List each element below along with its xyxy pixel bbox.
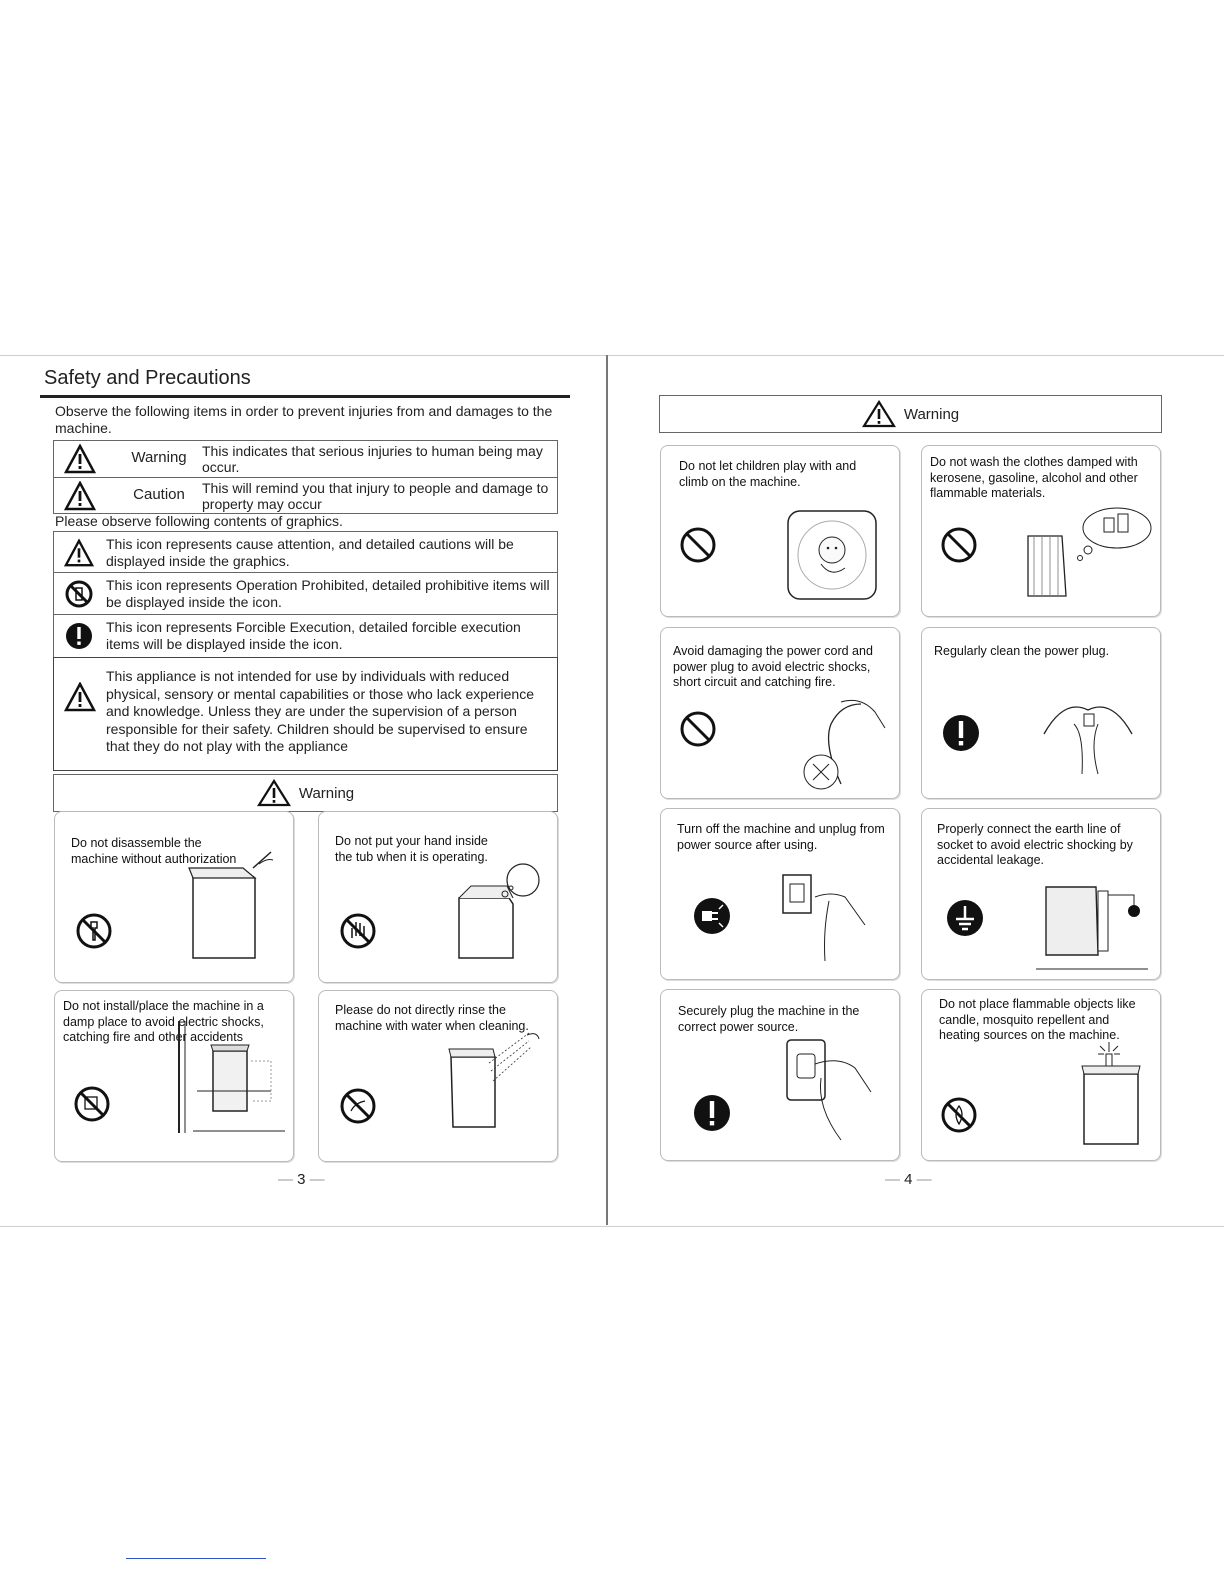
card-text: Properly connect the earth line of socket to avoid electric shocking by accidental leakage. <box>937 822 1133 867</box>
definition-text: This indicates that serious injuries to human being may occur. <box>202 443 543 475</box>
warning-header-label: Warning <box>903 405 960 423</box>
caution-triangle-icon <box>64 481 96 511</box>
link-underline <box>126 1558 266 1559</box>
page-number: — 4 — <box>885 1171 932 1188</box>
prohibited-icon <box>679 710 717 748</box>
icon-meaning-text: This icon represents cause attention, and detailed cautions will be displayed inside the graphics. <box>106 536 514 569</box>
icon-meaning-text: This icon represents Forcible Execution, detailed forcible execution items will be displayed inside the icon. <box>106 619 521 652</box>
card-text: Avoid damaging the power cord and power plug to avoid electric shocks, short circuit and catching fire. <box>673 644 873 689</box>
warning-header-bar <box>659 395 1162 433</box>
washing-machine-open-illustration <box>449 858 549 968</box>
safety-card <box>660 989 900 1161</box>
page-right <box>608 355 1224 1225</box>
warning-triangle-icon <box>64 444 96 474</box>
definition-label: Warning <box>131 449 187 466</box>
warning-triangle-icon <box>64 682 96 712</box>
flammable-clothes-illustration <box>1022 506 1152 606</box>
secure-plug-illustration <box>781 1034 881 1144</box>
safety-card <box>318 811 558 983</box>
no-disassemble-icon <box>75 912 113 950</box>
page-number-value: 4 <box>904 1171 913 1188</box>
card-text: Please do not directly rinse the machine with water when cleaning. <box>335 1003 529 1033</box>
appliance-notice-box <box>53 657 558 771</box>
card-text: Do not place flammable objects like candle, mosquito repellent and heating sources on the machine. <box>939 997 1136 1042</box>
page-number: — 3 — <box>278 1171 325 1188</box>
definition-label: Caution <box>133 486 185 503</box>
appliance-notice-text: This appliance is not intended for use by individuals with reduced physical, sensory or mental capabilities or those who lack experience and knowledge. Unless they are under the supervision of a person responsible for their safety. Children should be supervised to ensure that they do not play with the appliance <box>106 668 534 754</box>
prohibited-icon <box>679 526 717 564</box>
washing-machine-illustration <box>175 848 285 968</box>
child-on-machine-illustration <box>785 508 879 602</box>
no-damp-place-icon <box>73 1085 111 1123</box>
card-text: Do not disassemble the machine without authorization <box>71 836 237 866</box>
unplug-socket-illustration <box>779 871 879 967</box>
safety-card <box>660 627 900 799</box>
no-hand-icon <box>339 912 377 950</box>
page-title: Safety and Precautions <box>44 367 251 389</box>
warning-header-bar <box>53 774 558 812</box>
safety-card <box>660 445 900 617</box>
page-left <box>0 355 606 1225</box>
definition-text: This will remind you that injury to people and damage to property may occur <box>202 480 549 512</box>
safety-card <box>921 445 1161 617</box>
card-text: Do not let children play with and climb on the machine. <box>679 459 857 489</box>
card-text: Regularly clean the power plug. <box>934 644 1110 658</box>
grounded-machine-illustration <box>1032 875 1152 975</box>
safety-card <box>318 990 558 1162</box>
damaged-cord-illustration <box>801 692 891 792</box>
prohibited-icon <box>940 526 978 564</box>
card-text: Securely plug the machine in the correct power source. <box>678 1004 860 1034</box>
warning-triangle-icon <box>257 779 291 807</box>
forcible-execution-icon <box>64 621 94 651</box>
observe-text: Please observe following contents of graphics. <box>55 513 343 529</box>
cleaning-plug-illustration <box>1034 694 1144 784</box>
intro-text: Observe the following items in order to prevent injuries from and damages to the machine. <box>55 403 553 436</box>
icon-meaning-row <box>53 572 558 615</box>
forcible-execution-icon <box>942 714 980 752</box>
icon-meaning-row <box>53 614 558 658</box>
card-text: Do not put your hand inside the tub when it is operating. <box>335 834 488 864</box>
warning-triangle-icon <box>862 400 896 428</box>
no-water-rinse-icon <box>339 1087 377 1125</box>
title-rule <box>40 395 570 398</box>
card-text: Turn off the machine and unplug from power source after using. <box>677 822 885 852</box>
icon-meaning-text: This icon represents Operation Prohibited, detailed prohibitive items will be displayed inside the icon. <box>106 577 550 610</box>
definition-row-warning <box>54 441 557 477</box>
safety-card <box>54 811 294 983</box>
definitions-table <box>53 440 558 514</box>
warning-triangle-icon <box>64 538 94 568</box>
unplug-icon <box>693 897 731 935</box>
safety-card <box>54 990 294 1162</box>
page-number-value: 3 <box>297 1171 306 1188</box>
prohibited-icon <box>64 579 94 609</box>
machine-in-damp-place-illustration <box>167 1021 287 1151</box>
machine-rinse-illustration <box>445 1027 545 1137</box>
warning-header-label: Warning <box>298 784 355 802</box>
candle-on-machine-illustration <box>1072 1040 1152 1150</box>
icon-meaning-row <box>53 531 558 573</box>
safety-card <box>921 989 1161 1161</box>
safety-card <box>660 808 900 980</box>
card-text: Do not install/place the machine in a damp place to avoid electric shocks, catching fire and other accidents <box>63 999 264 1044</box>
ground-icon <box>946 899 984 937</box>
forcible-execution-icon <box>693 1094 731 1132</box>
no-fire-icon <box>940 1096 978 1134</box>
definition-row-caution <box>54 477 557 514</box>
safety-card <box>921 808 1161 980</box>
card-text: Do not wash the clothes damped with kerosene, gasoline, alcohol and other flammable materials. <box>930 455 1138 500</box>
safety-card <box>921 627 1161 799</box>
